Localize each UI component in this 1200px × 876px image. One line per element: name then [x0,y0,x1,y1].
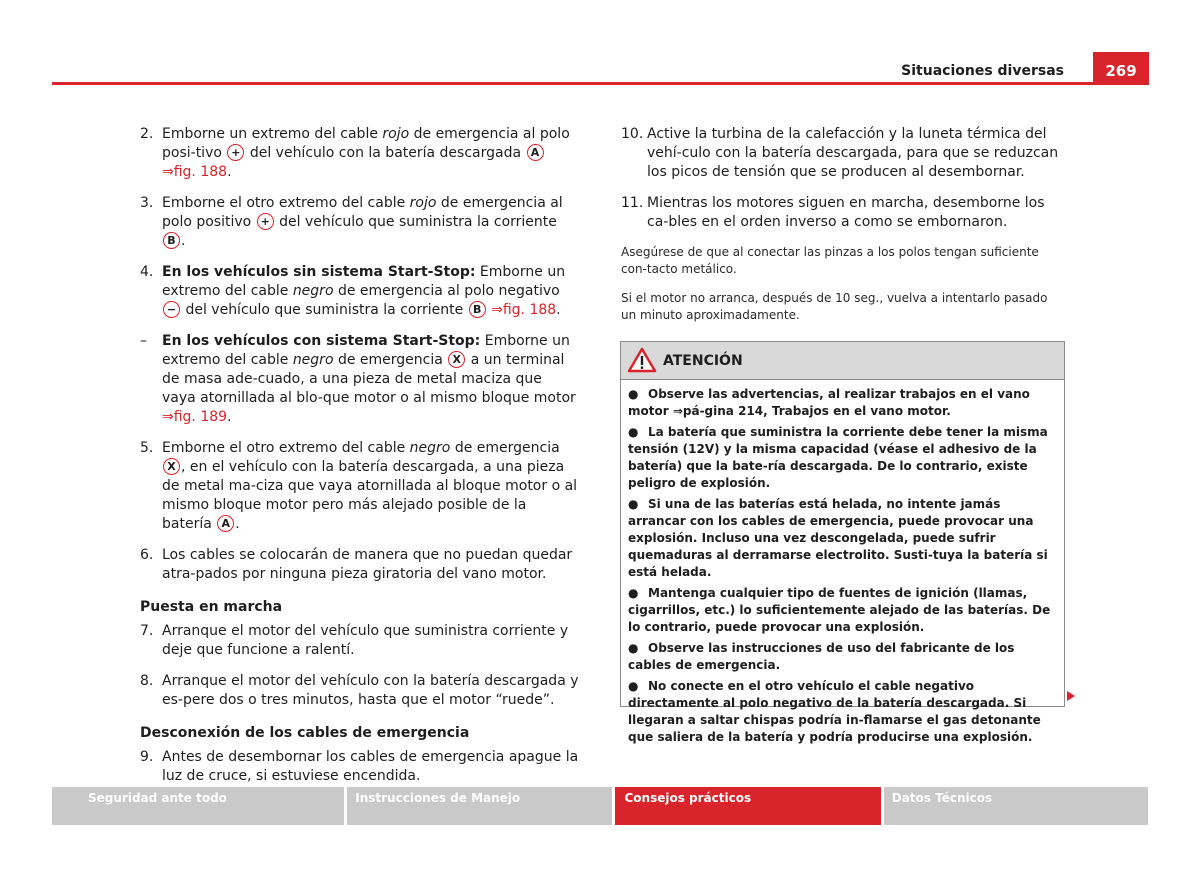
step-number: 2. [140,126,154,142]
step-text-italic: negro [292,283,334,299]
warning-item [628,678,1056,746]
tab-instrucciones[interactable]: Instrucciones de Manejo [347,787,611,825]
right-column [621,125,1065,336]
warning-triangle-icon [627,347,657,377]
tab-seguridad[interactable]: Seguridad ante todo [52,787,344,825]
step-lead: En los vehículos con sistema Start-Stop: [162,333,481,349]
step-lead: En los vehículos sin sistema Start-Stop: [162,264,476,280]
bullet-icon: ● [628,641,639,655]
continue-arrow-icon [1067,691,1075,701]
step-2 [140,125,580,182]
footer-nav [52,787,1148,825]
step-text: del vehículo que suministra la corriente [274,214,557,230]
step-text: de emergencia al polo negativo [333,283,560,299]
step-text: Los cables se colocarán de manera que no puedan quedar atra-pados por ninguna pieza giratoria del vano motor. [162,547,573,582]
bullet-icon: ● [628,679,639,693]
step-text: del vehículo que suministra la corriente [181,302,468,318]
warning-text: Observe las advertencias, al realizar trabajos en el vano motor ⇒pá-gina 214, Trabajos en el vano motor. [628,387,1030,418]
warning-title: ATENCIÓN [663,353,743,369]
step-text-italic: negro [292,352,334,368]
minus-pole-symbol: − [163,301,180,318]
warning-text: Mantenga cualquier tipo de fuentes de ignición (llamas, cigarrillos, etc.) lo suficientemente alejado de las baterías. De lo contrario, puede provocar una explosión. [628,586,1051,634]
label-b-symbol: B [163,232,180,249]
warning-text: La batería que suministra la corriente debe tener la misma tensión (12V) y la misma capacidad (véase el adhesivo de la batería) que la bate-ría descargada. De lo contrario, existe peligro de explosión. [628,425,1048,490]
step-text-italic: rojo [382,126,410,142]
heading-desconexion: Desconexión de los cables de emergencia [140,725,470,741]
warning-item [628,424,1056,492]
step-6 [140,546,580,584]
step-text: de emergencia al polo positivo [162,195,563,230]
step-text: . [227,164,232,180]
step-number: 5. [140,440,154,456]
bullet-icon: ● [628,425,639,439]
step-text: del vehículo con la batería descargada [245,145,526,161]
section-title: Situaciones diversas [901,63,1064,79]
page-number: 269 [1093,52,1149,85]
left-column [140,125,580,798]
step-text: . [235,516,240,532]
bullet-icon: ● [628,586,639,600]
step-number: 9. [140,749,154,765]
warning-box [620,341,1065,744]
plus-pole-symbol: + [227,144,244,161]
step-text: de emergencia al polo posi-tivo [162,126,570,161]
warning-text: No conecte en el otro vehículo el cable negativo directamente al polo negativo de la batería descargada. Si llegaran a saltar chispas podría in-flamarse el gas detonante que saliera de la batería y podría producirse una explosión. [628,679,1041,744]
step-text: Antes de desembornar los cables de emergencia apague la luz de cruce, si estuviese encendida. [162,749,579,784]
step-text: . [227,409,232,425]
warning-text: Si una de las baterías está helada, no intente jamás arrancar con los cables de emergencia, puede provocar una explosión. Incluso una vez descongelada, puede sufrir quemaduras al derramarse electrolito. Susti-tuya la batería si está helada. [628,497,1048,579]
label-x-symbol: X [163,458,180,475]
warning-item [628,496,1056,581]
step-number: 4. [140,264,154,280]
bullet-icon: ● [628,387,639,401]
step-text: a un terminal de masa ade-cuado, a una pieza de metal maciza que vaya atornillada al blo-que motor o al mismo bloque motor [162,352,576,406]
header-rule [52,82,1148,85]
step-text: de emergencia [450,440,560,456]
label-a-symbol: A [527,144,544,161]
step-number: 7. [140,623,154,639]
step-number: 8. [140,673,154,689]
step-text: Arranque el motor del vehículo que suministra corriente y deje que funcione a ralentí. [162,623,569,658]
step-3 [140,194,580,251]
note-retry: Si el motor no arranca, después de 10 seg., vuelva a intentarlo pasado un minuto aproximadamente. [621,291,1048,322]
note-contact: Asegúrese de que al conectar las pinzas a los polos tengan suficiente con-tacto metálico. [621,245,1039,276]
step-text: Emborne el otro extremo del cable [162,440,410,456]
label-b-symbol: B [469,301,486,318]
step-number: 3. [140,195,154,211]
step-text: Arranque el motor del vehículo con la batería descargada y es-pere dos o tres minutos, hasta que el motor “ruede”. [162,673,579,708]
figure-link[interactable]: ⇒fig. 188 [486,302,557,318]
step-start-stop [140,332,580,427]
step-text: Emborne un extremo del cable [162,264,566,299]
step-text: Emborne un extremo del cable [162,333,570,368]
tab-datos-tecnicos[interactable]: Datos Técnicos [884,787,1148,825]
step-5 [140,439,580,534]
step-text: . [181,233,186,249]
step-9 [140,748,580,786]
label-x-symbol: X [448,351,465,368]
bullet-icon: ● [628,497,639,511]
step-text: Active la turbina de la calefacción y la luneta térmica del vehí-culo con la batería descargada, para que se reduzcan los picos de tensión que se producen al desembornar. [647,126,1059,180]
step-number: 11. [621,195,644,211]
step-number: 10. [621,126,644,142]
step-4 [140,263,580,320]
warning-item [628,386,1056,420]
tab-consejos[interactable]: Consejos prácticos [615,787,881,825]
heading-puesta-en-marcha: Puesta en marcha [140,599,283,615]
step-text-italic: negro [409,440,451,456]
step-text: de emergencia [333,352,448,368]
step-text: . [556,302,561,318]
step-10 [621,125,1065,182]
step-dash: – [140,333,147,349]
warning-header [621,342,1064,380]
step-8 [140,672,580,710]
warning-item [628,640,1056,674]
step-text-italic: rojo [409,195,437,211]
step-text: Emborne un extremo del cable [162,126,383,142]
warning-item [628,585,1056,636]
figure-link[interactable]: ⇒fig. 188 [162,164,228,180]
step-text: Mientras los motores siguen en marcha, desemborne los ca-bles en el orden inverso a como se embornaron. [647,195,1045,230]
warning-text: Observe las instrucciones de uso del fabricante de los cables de emergencia. [628,641,1015,672]
step-number: 6. [140,547,154,563]
step-text: , en el vehículo con la batería descargada, a una pieza de metal ma-ciza que vaya atornillada al bloque motor o al mismo bloque motor pero más alejado posible de la batería [162,459,578,532]
step-7 [140,622,580,660]
warning-body [621,380,1064,746]
plus-pole-symbol: + [257,213,274,230]
figure-link[interactable]: ⇒fig. 189 [162,409,228,425]
label-a-symbol: A [217,515,234,532]
step-11 [621,194,1065,232]
step-text: Emborne el otro extremo del cable [162,195,410,211]
